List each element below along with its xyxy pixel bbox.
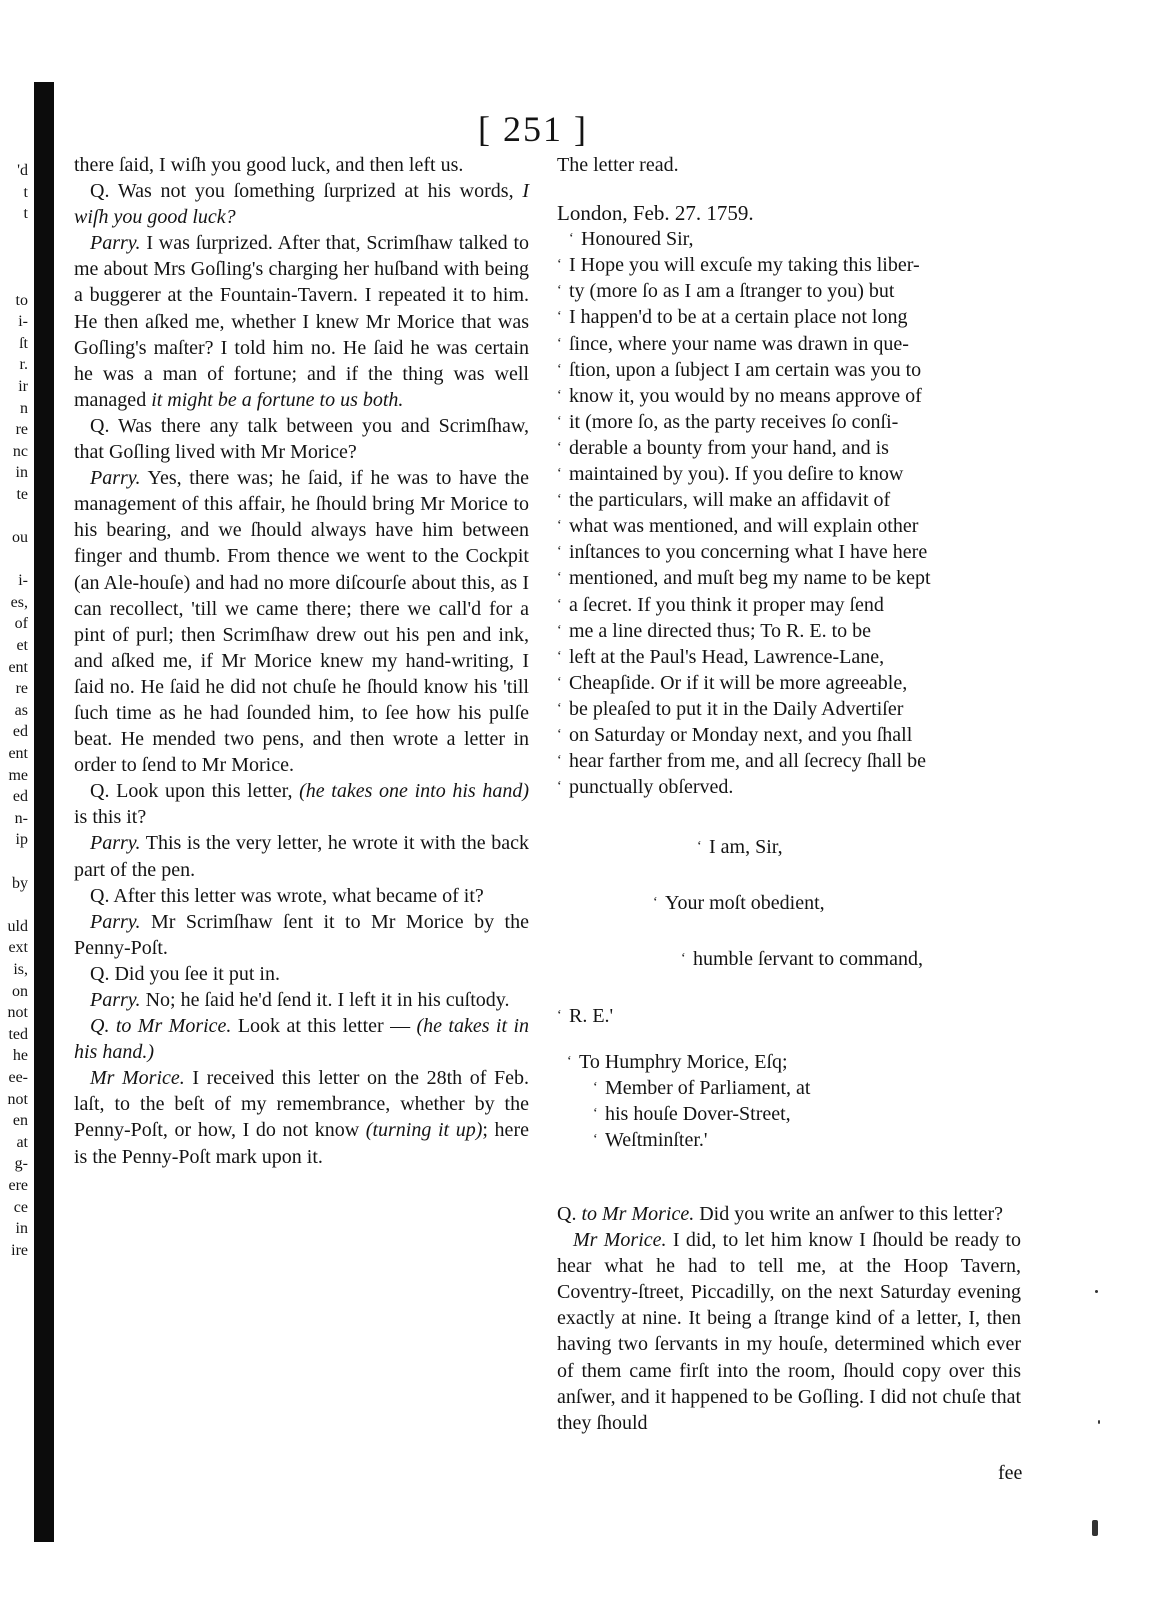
previous-page-fragment: t xyxy=(23,205,28,223)
previous-page-fragment: uld xyxy=(7,917,28,935)
body-paragraph xyxy=(74,778,529,830)
letter-line-text: hear farther from me, and all ſecrecy ſhall be xyxy=(569,750,927,773)
letter-line-text: Cheapſide. Or if it will be more agreeable, xyxy=(569,671,908,694)
letter-line xyxy=(557,513,1021,539)
previous-page-fragment: ere xyxy=(8,1176,28,1194)
quote-mark: ‘ xyxy=(593,1105,598,1121)
previous-page-fragment: by xyxy=(12,874,28,892)
letter-heading: The letter read. xyxy=(557,154,679,176)
italic-text: (he takes it in his hand.) xyxy=(74,1015,529,1064)
italic-text: (turning it up) xyxy=(365,1119,483,1142)
previous-page-fragment xyxy=(0,851,32,873)
text-run: Look at this letter — xyxy=(231,1015,417,1038)
letter-line xyxy=(557,357,1021,383)
previous-page-fragment: re xyxy=(15,421,28,439)
print-speck xyxy=(1092,1520,1098,1536)
quote-mark: ‘ xyxy=(557,466,562,482)
previous-page-fragment xyxy=(0,225,32,247)
letter-line-text: me a line directed thus; To R. E. to be xyxy=(569,619,872,642)
quote-mark: ‘ xyxy=(557,700,562,716)
previous-page-fragment: ent xyxy=(8,658,28,676)
quote-mark: ‘ xyxy=(557,753,562,769)
address-line-text: Weſtminſter.' xyxy=(605,1128,708,1151)
text-run: Mr Scrimſhaw ſent it to Mr Morice by the Penny-Poſt. xyxy=(74,910,529,959)
previous-page-fragment: is, xyxy=(13,960,28,978)
text-run: Yes, there was; he ſaid, if he was to have the management of this affair, he ſhould bring Mr Morice to his bearing, and we ſhould always have him between finger and thumb. From thence we went to the Cockpit (an Ale-houſe) and had no more diſcourſe about this, as I can recollect, 'till we came there; there we call'd for a pint of purl; then Scrimſhaw drew out his pen and ink, and aſked me, if Mr Morice knew my hand-writing, I ſaid no. He ſaid he did not chuſe he ſhould know his 'till ſuch time as he had ſounded him, to ſee how his pulſe beat. He mended two pens, and then wrote a letter in order to ſend to Mr Morice. xyxy=(74,467,529,777)
previous-page-fragment: to xyxy=(15,291,28,309)
previous-page-fragment: as xyxy=(14,701,28,719)
text-run: No; he ſaid he'd ſend it. I left it in his cuſtody. xyxy=(140,989,510,1011)
quote-mark: ‘ xyxy=(557,622,562,638)
address-line-text: his houſe Dover-Street, xyxy=(605,1102,791,1125)
previous-page-fragments xyxy=(0,160,32,1261)
body-paragraph xyxy=(74,178,529,230)
previous-page-fragment: ed xyxy=(12,723,28,741)
text-run: Q. Look upon this letter, xyxy=(90,780,300,803)
previous-page-fragment xyxy=(0,549,32,571)
previous-page-fragment: et xyxy=(16,637,28,655)
previous-page-fragment: on xyxy=(12,982,28,1000)
previous-page-fragment: i- xyxy=(18,572,28,590)
text-run: is this it? xyxy=(74,806,147,829)
text-run: Q. After this letter was wrote, what became of it? xyxy=(90,884,484,907)
previous-page-fragment: te xyxy=(16,485,28,503)
italic-text: Parry. xyxy=(90,467,141,490)
quote-mark: ‘ xyxy=(557,361,562,377)
quote-mark: ‘ xyxy=(557,674,562,690)
previous-page-fragment: not xyxy=(7,1090,28,1108)
text-run: This is the very letter, he wrote it with the back part of the pen. xyxy=(74,832,529,881)
quote-mark: ‘ xyxy=(593,1131,598,1147)
quote-mark: ‘ xyxy=(567,1053,572,1069)
letter-line xyxy=(557,565,1021,591)
letter-body xyxy=(557,252,1021,800)
italic-text: Q. to Mr Morice. xyxy=(90,1015,232,1038)
letter-line xyxy=(557,278,1021,304)
address-line xyxy=(593,1101,1021,1127)
previous-page-fragment: i- xyxy=(18,313,28,331)
body-paragraph xyxy=(74,830,529,882)
previous-page-fragment: es, xyxy=(10,593,28,611)
previous-page-fragment: ou xyxy=(12,529,28,547)
quote-mark: ‘ xyxy=(593,1079,598,1095)
letter-line xyxy=(557,539,1021,565)
previous-page-fragment: in xyxy=(15,464,28,482)
italic-text: Parry. xyxy=(90,832,141,855)
left-column xyxy=(74,152,529,1170)
letter-line xyxy=(557,252,1021,278)
letter-line-text: the particulars, will make an affidavit of xyxy=(569,489,891,512)
letter-address xyxy=(567,1049,1021,1153)
body-paragraph xyxy=(74,961,529,987)
right-column xyxy=(557,152,1021,1436)
previous-page-fragment: not xyxy=(7,1004,28,1022)
letter-line-text: ſtion, upon a ſubject I am certain was you to xyxy=(569,358,922,381)
letter-line-text: be pleaſed to put it in the Daily Advertiſer xyxy=(569,697,904,720)
previous-page-fragment: ed xyxy=(12,788,28,806)
address-line xyxy=(593,1127,1021,1153)
letter-line xyxy=(557,670,1021,696)
letter-line xyxy=(557,304,1021,330)
italic-text: Parry. xyxy=(90,232,141,255)
body-paragraph xyxy=(74,1065,529,1169)
text-run: Q. Was there any talk between you and Scrimſhaw, that Goſling lived with Mr Morice? xyxy=(74,414,529,464)
previous-page-fragment: en xyxy=(12,1112,28,1130)
text-run: I received this letter on the 28th of Feb. laſt, to the beſt of my remembrance, whether by the Penny-Poſt, or how, I do not know xyxy=(74,1067,529,1142)
previous-page-fragment: ce xyxy=(13,1198,28,1216)
letter-line-text: punctually obſerved. xyxy=(569,776,734,799)
letter-line xyxy=(557,774,1021,800)
body-paragraph xyxy=(74,987,529,1013)
letter-line xyxy=(557,618,1021,644)
letter-line-text: it (more ſo, as the party receives ſo conſi- xyxy=(569,410,899,433)
body-paragraph: there ſaid, I wiſh you good luck, and then left us. xyxy=(74,154,464,176)
quote-mark: ‘ xyxy=(557,257,562,273)
letter-line-text: I happen'd to be at a certain place not long xyxy=(569,306,908,329)
letter-line-text: on Saturday or Monday next, and you ſhall xyxy=(569,723,913,746)
italic-text: it might be a fortune to us both. xyxy=(151,388,404,411)
quote-mark: ‘ xyxy=(557,570,562,586)
italic-text: Parry. xyxy=(90,910,141,933)
previous-page-fragment: ted xyxy=(8,1025,28,1043)
quote-mark: ‘ xyxy=(557,335,562,351)
letter-line xyxy=(557,409,1021,435)
quote-mark: ‘ xyxy=(557,413,562,429)
letter-line xyxy=(557,592,1021,618)
address-line-text: Member of Parliament, at xyxy=(605,1076,811,1099)
letter-line xyxy=(557,383,1021,409)
body-paragraph xyxy=(74,1013,529,1065)
letter-line-text: left at the Paul's Head, Lawrence-Lane, xyxy=(569,645,885,668)
body-paragraph xyxy=(557,1227,1021,1436)
letter-line xyxy=(557,644,1021,670)
letter-line-text: I Hope you will excuſe my taking this liber- xyxy=(569,254,920,277)
previous-page-fragment: t xyxy=(23,183,28,201)
letter-line-text: derable a bounty from your hand, and is xyxy=(569,436,889,459)
letter-line xyxy=(557,461,1021,487)
body-paragraph xyxy=(74,413,529,465)
text-run: Did you write an anſwer to this letter? xyxy=(694,1203,1004,1225)
text-run: Q. xyxy=(557,1203,582,1225)
italic-text: Mr Morice. xyxy=(573,1229,667,1252)
body-paragraph xyxy=(74,883,529,909)
previous-page-fragment: ſt xyxy=(19,334,28,352)
text-run: ; here is the Penny-Poſt mark upon it. xyxy=(74,1119,529,1168)
letter-line xyxy=(557,748,1021,774)
previous-page-fragment: r. xyxy=(19,356,28,374)
previous-page-fragment: in xyxy=(15,1220,28,1238)
quote-mark: ‘ xyxy=(557,596,562,612)
quote-mark: ‘ xyxy=(557,492,562,508)
previous-page-fragment: me xyxy=(8,766,28,784)
print-speck xyxy=(1095,1290,1098,1293)
body-paragraph xyxy=(74,230,529,413)
text-run: I was ſurprized. After that, Scrimſhaw talked to me about Mrs Goſling's charging her huſband with being a buggerer at the Fountain-Tavern. I repeated it to him. He then aſked me, whether I knew Mr Morice that was Goſling's maſter? I told him no. He ſaid he was certain he was a man of fortune; and if the thing was well managed xyxy=(74,232,529,411)
letter-closing-3: ‘ humble ſervant to command, xyxy=(681,948,923,971)
catchword: fee xyxy=(998,1462,1023,1484)
italic-text: Parry. xyxy=(90,989,141,1011)
previous-page-fragment xyxy=(0,506,32,528)
letter-signature: ‘ R. E.' xyxy=(557,1004,614,1027)
letter-line-text: inſtances to you concerning what I have here xyxy=(569,541,928,564)
body-paragraph xyxy=(74,909,529,961)
previous-page-fragment: n- xyxy=(14,809,28,827)
previous-page-fragment: ent xyxy=(8,745,28,763)
previous-page-fragment: ext xyxy=(8,939,28,957)
quote-mark: ‘ xyxy=(557,518,562,534)
previous-page-fragment: he xyxy=(12,1047,28,1065)
previous-page-fragment: nc xyxy=(12,442,28,460)
address-line xyxy=(593,1075,1021,1101)
previous-page-fragment: of xyxy=(14,615,28,633)
address-line-text: To Humphry Morice, Eſq; xyxy=(579,1050,788,1073)
italic-text: (he takes one into his hand) xyxy=(299,780,529,803)
letter-line xyxy=(557,487,1021,513)
quote-mark: ‘ xyxy=(557,544,562,560)
letter-date: London, Feb. 27. 1759. xyxy=(557,201,754,226)
italic-text: I wiſh you good luck? xyxy=(74,180,529,229)
address-line xyxy=(567,1049,1021,1075)
letter-line-text: a ſecret. If you think it proper may ſend xyxy=(569,593,884,616)
previous-page-fragment xyxy=(0,246,32,268)
quote-mark: ‘ xyxy=(557,283,562,299)
previous-page-fragment: g- xyxy=(14,1155,28,1173)
quote-mark: ‘ xyxy=(557,648,562,664)
body-paragraph xyxy=(557,1201,1021,1227)
previous-page-fragment: ir xyxy=(18,377,28,395)
previous-page-fragment: ee- xyxy=(8,1068,28,1086)
previous-page-fragment: re xyxy=(15,680,28,698)
letter-line xyxy=(557,722,1021,748)
previous-page-fragment: ire xyxy=(11,1241,28,1259)
text-run: Q. Was not you ſomething ſurprized at his words, xyxy=(90,180,523,203)
print-speck xyxy=(1098,1420,1100,1424)
book-binding-shadow xyxy=(34,82,54,1542)
letter-closing-2: ‘ Your moſt obedient, xyxy=(653,892,825,915)
letter-line xyxy=(557,435,1021,461)
previous-page-fragment xyxy=(0,894,32,916)
letter-line-text: know it, you would by no means approve of xyxy=(569,384,922,407)
letter-line-text: what was mentioned, and will explain other xyxy=(569,515,919,538)
text-run: Q. Did you ſee it put in. xyxy=(90,962,280,985)
right-paragraphs xyxy=(557,1201,1021,1436)
letter-salutation: ‘ Honoured Sir, xyxy=(569,228,694,251)
previous-page-fragment: ip xyxy=(15,831,28,849)
page-number: [ 251 ] xyxy=(478,109,588,149)
body-paragraph xyxy=(74,465,529,778)
letter-line-text: ſince, where your name was drawn in que- xyxy=(569,332,909,355)
quote-mark: ‘ xyxy=(557,439,562,455)
previous-page-fragment xyxy=(0,268,32,290)
letter-line-text: ty (more ſo as I am a ſtranger to you) but xyxy=(569,280,895,303)
letter-line-text: mentioned, and muſt beg my name to be kept xyxy=(569,567,931,590)
quote-mark: ‘ xyxy=(557,779,562,795)
previous-page-fragment: 'd xyxy=(17,162,28,179)
letter-closing-1: ‘ I am, Sir, xyxy=(697,836,783,859)
letter-line-text: maintained by you). If you deſire to know xyxy=(569,463,904,486)
previous-page-fragment: at xyxy=(16,1133,28,1151)
italic-text: Mr Morice. xyxy=(90,1067,185,1090)
italic-text: to Mr Morice. xyxy=(581,1203,695,1225)
previous-page-fragment: n xyxy=(20,399,28,417)
letter-line xyxy=(557,331,1021,357)
quote-mark: ‘ xyxy=(557,726,562,742)
quote-mark: ‘ xyxy=(557,387,562,403)
letter-line xyxy=(557,696,1021,722)
quote-mark: ‘ xyxy=(557,309,562,325)
text-run: I did, to let him know I ſhould be ready to hear what he had to tell me, at the Hoop Tavern, Coventry-ſtreet, Piccadilly, on the next Saturday evening exactly at nine. It being a ſtrange kind of a letter, I, then having two ſervants in my houſe, determined which ever of them came firſt into the room, ſhould copy over this anſwer, and it happened to be Goſling. I did not chuſe that they ſhould xyxy=(557,1229,1021,1434)
